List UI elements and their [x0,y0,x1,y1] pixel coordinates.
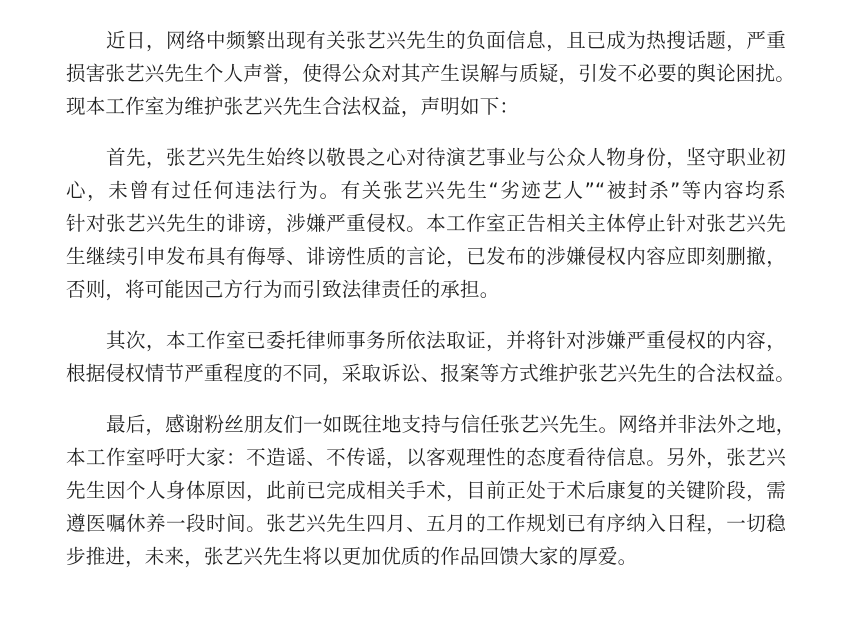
text-line: 针对张艺兴先生的诽谤，涉嫌严重侵权。本工作室正告相关主体停止针对张艺兴先 [66,212,786,235]
text-line: 根据侵权情节严重程度的不同，采取诉讼、报案等方式维护张艺兴先生的合法权益。 [66,362,795,385]
text-line: 近日，网络中频繁出现有关张艺兴先生的负面信息，且已成为热搜话题，严重 [106,29,786,52]
text-line: 遵医嘱休养一段时间。张艺兴先生四月、五月的工作规划已有序纳入日程，一切稳 [66,512,786,535]
text-line: 步推进，未来，张艺兴先生将以更加优质的作品回馈大家的厚爱。 [66,545,638,568]
text-line: 生继续引申发布具有侮辱、诽谤性质的言论，已发布的涉嫌侵权内容应即刻删撤， [66,245,786,268]
text-line: 损害张艺兴先生个人声誉，使得公众对其产生误解与质疑，引发不必要的舆论困扰。 [66,62,795,85]
paragraph-last [66,408,796,573]
statement-document [66,24,796,591]
paragraph-first [66,141,786,306]
paragraph-second [66,324,795,390]
text-line: 先生因个人身体原因，此前已完成相关手术，目前正处于术后康复的关键阶段，需 [66,479,786,502]
text-line: 本工作室呼吁大家：不造谣、不传谣，以客观理性的态度看待信息。另外，张艺兴 [66,446,786,469]
text-line: 首先，张艺兴先生始终以敬畏之心对待演艺事业与公众人物身份，坚守职业初 [106,146,786,169]
text-line: 否则，将可能因己方行为而引致法律责任的承担。 [66,278,500,301]
text-line: 其次，本工作室已委托律师事务所依法取证，并将针对涉嫌严重侵权的内容， [106,329,786,352]
text-line: 现本工作室为维护张艺兴先生合法权益，声明如下： [66,95,520,118]
text-line: 心，未曾有过任何违法行为。有关张艺兴先生“劣迹艺人”“被封杀”等内容均系 [66,179,786,202]
text-line: 最后，感谢粉丝朋友们一如既往地支持与信任张艺兴先生。网络并非法外之地， [106,413,796,436]
paragraph-intro [66,24,795,123]
